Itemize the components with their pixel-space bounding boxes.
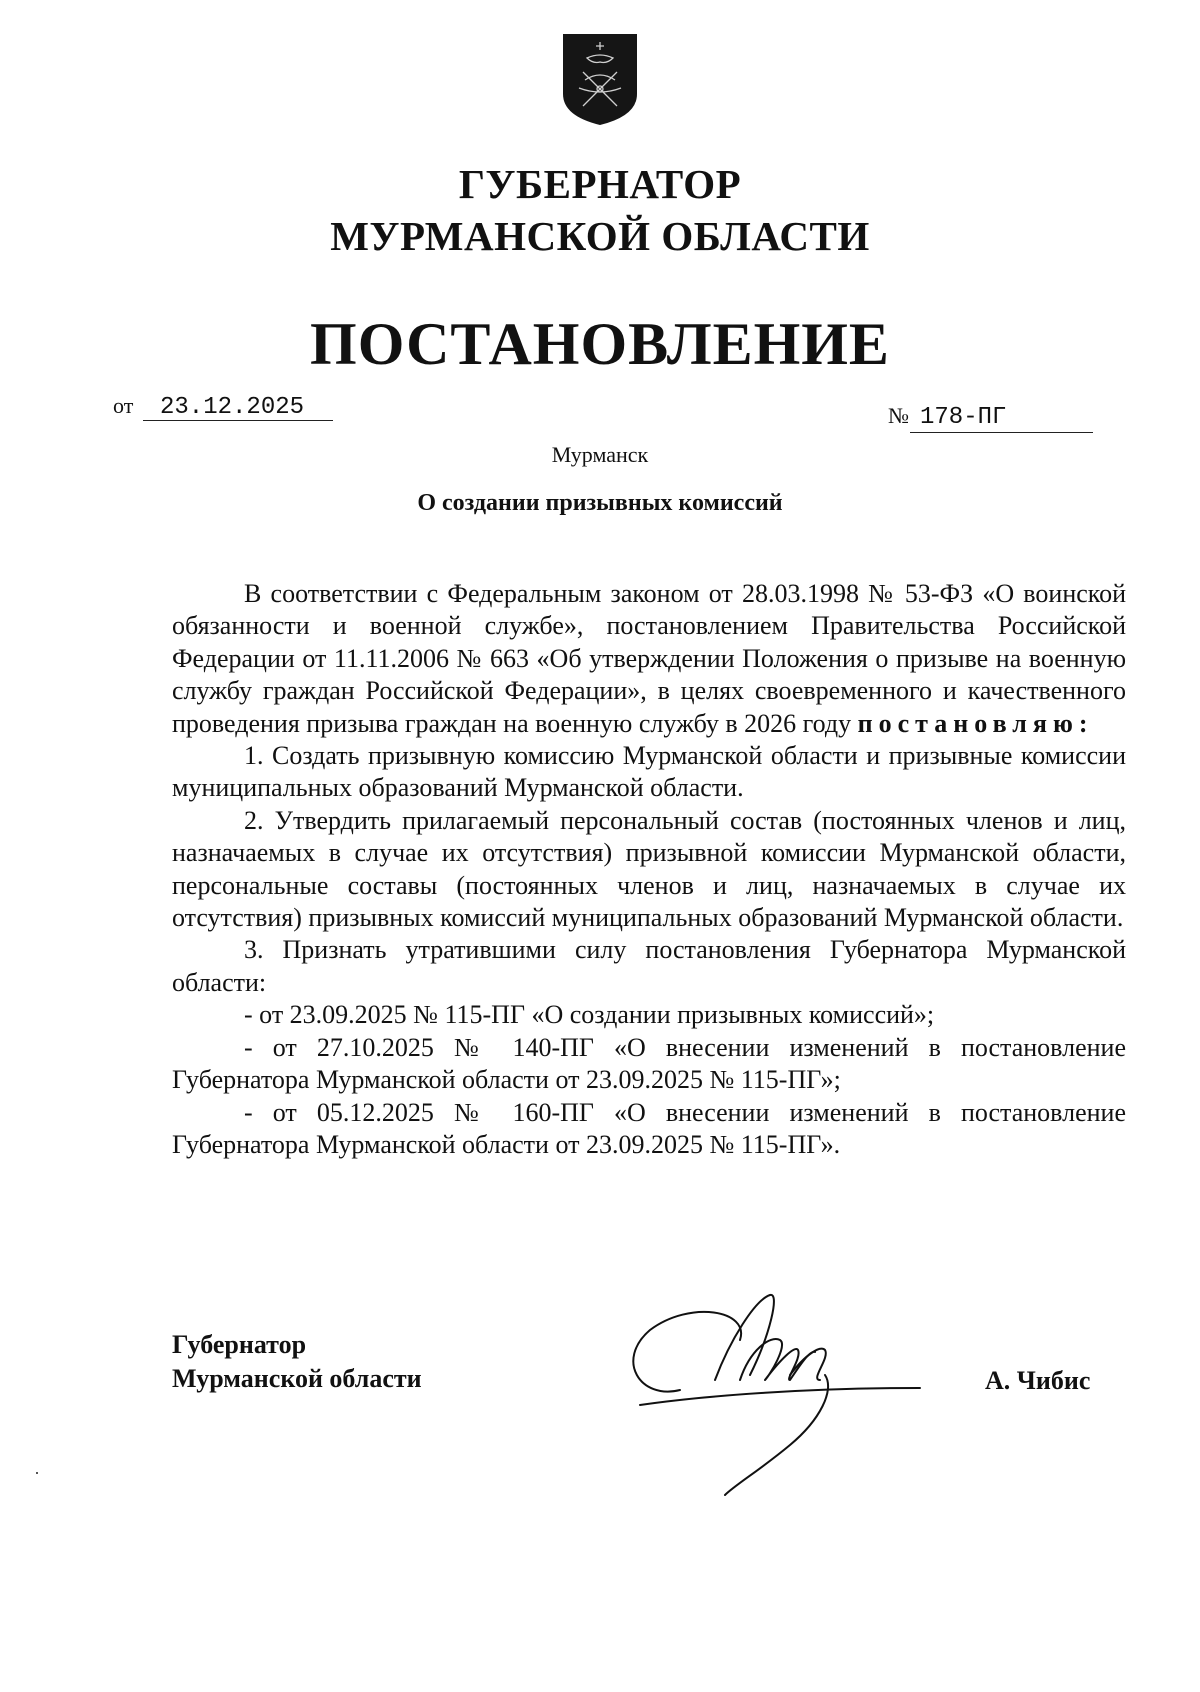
city-name: Мурманск — [551, 442, 649, 467]
number-underline — [910, 432, 1093, 433]
scan-speck — [36, 1472, 38, 1474]
signatory-title-line2: Мурманской области — [172, 1364, 422, 1393]
item-2: 2. Утвердить прилагаемый персональный состав (постоянных членов и лиц, назначаемых в случае их отсутствия) призывной комиссии Мурманской области, персональные составы (постоянных членов и лиц, назначаемых в случае их отсутствия) призывных комиссий муниципальных образований Мурманской области. — [172, 805, 1126, 933]
preamble-text: В соответствии с Федеральным законом от 28.03.1998 № 53-ФЗ «О воинской обязанности и военной службе», постановлением Правительства Российской Федерации от 11.11.2006 № 663 «Об утверждении Положения о призыве на военную службу граждан Российской Федерации», в целях своевременного и качественного проведения призыва граждан на военную службу в 2026 году — [172, 579, 1126, 738]
document-date — [160, 393, 304, 421]
subitem-1: - от 23.09.2025 № 115-ПГ «О создании призывных комиссий»; — [244, 1000, 935, 1030]
document-number-value: 178-ПГ — [920, 404, 1007, 431]
item-1: 1. Создать призывную комиссию Мурманской области и призывные комиссии муниципальных образований Мурманской области. — [172, 741, 1126, 803]
authority-title-line1: ГУБЕРНАТОР — [458, 161, 742, 207]
authority-title-line2: МУРМАНСКОЙ ОБЛАСТИ — [330, 213, 870, 259]
date-prefix: от — [113, 393, 134, 418]
signatory-title — [172, 1328, 422, 1396]
subitem-2: - от 27.10.2025 № 140-ПГ «О внесении изменений в постановление Губернатора Мурманской области от 23.09.2025 № 115-ПГ»; — [172, 1032, 1126, 1095]
document-subject: О создании призывных комиссий — [417, 490, 783, 516]
document-type-title: ПОСТАНОВЛЕНИЕ — [310, 311, 890, 377]
preamble-paragraph — [172, 578, 1126, 740]
date-underline — [143, 420, 333, 421]
item-3: 3. Признать утратившими силу постановления Губернатора Мурманской области: — [172, 935, 1126, 997]
document-date-value: 23.12.2025 — [160, 394, 305, 421]
number-prefix: № — [888, 403, 909, 428]
signatory-title-line1: Губернатор — [172, 1330, 307, 1359]
handwritten-signature — [620, 1280, 950, 1510]
subitem-3: - от 05.12.2025 № 160-ПГ «О внесении изменений в постановление Губернатора Мурманской области от 23.09.2025 № 115-ПГ». — [172, 1097, 1126, 1159]
document-number — [920, 403, 1006, 431]
decree-word: постановляю: — [857, 708, 1094, 738]
coat-of-arms-icon — [557, 28, 643, 128]
document-body — [172, 578, 1126, 1161]
signatory-name: А. Чибис — [985, 1366, 1091, 1395]
